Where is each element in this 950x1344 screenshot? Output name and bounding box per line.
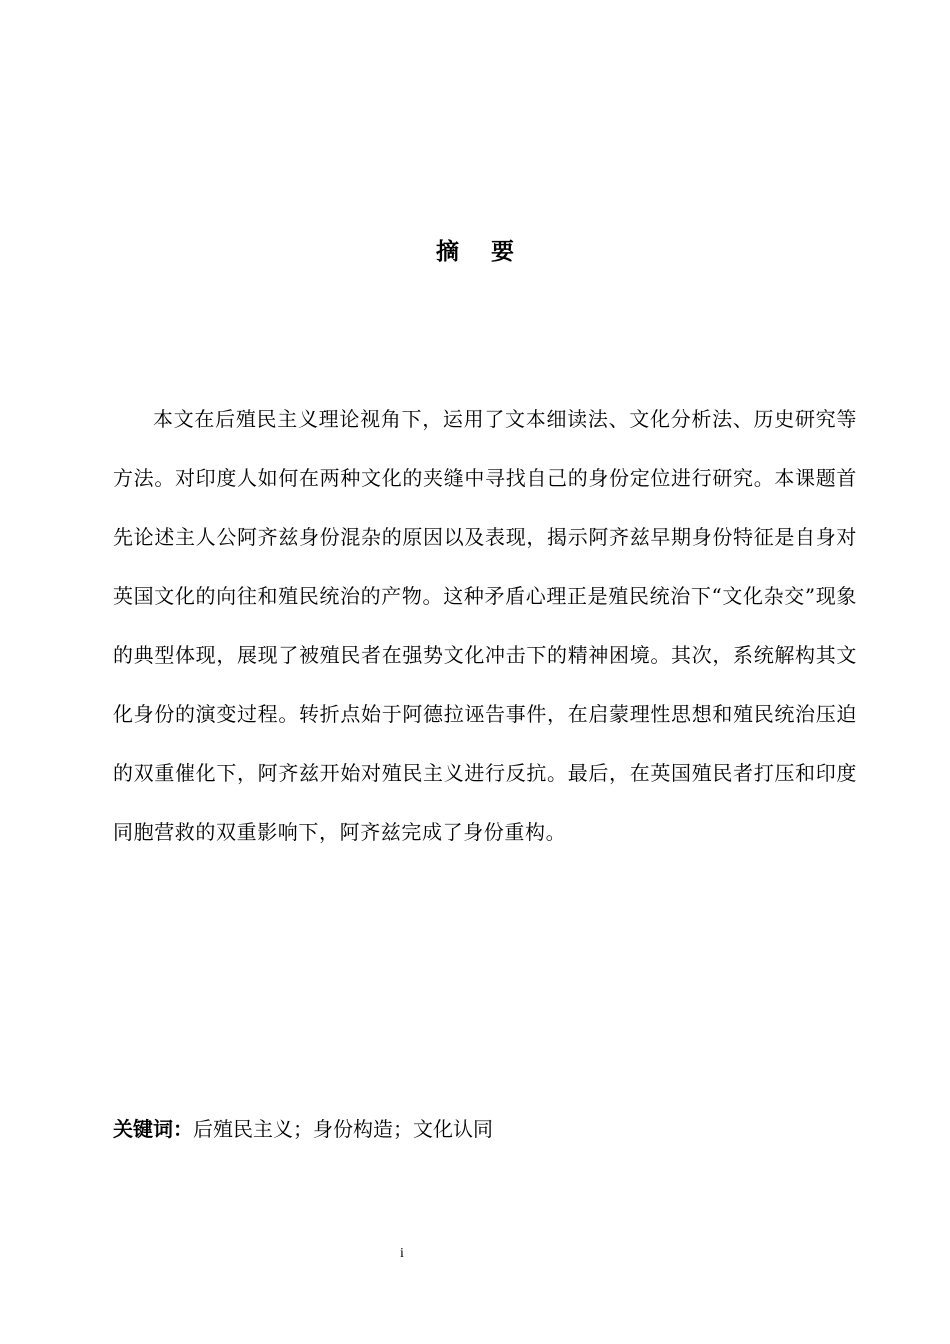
keywords-line — [113, 1111, 493, 1147]
keywords-label: 关键词： — [113, 1117, 193, 1141]
page-title: 摘 要 — [435, 239, 526, 265]
abstract-paragraph: 本文在后殖民主义理论视角下，运用了文本细读法、文化分析法、历史研究等方法。对印度人如何在两种文化的夹缝中寻找自己的身份定位进行研究。本课题首先论述主人公阿齐兹身份混杂的原因以及表现，揭示阿齐兹早期身份特征是自身对英国文化的向往和殖民统治的产物。这种矛盾心理正是殖民统治下“文化杂交”现象的典型体现，展现了被殖民者在强势文化冲击下的精神困境。其次，系统解构其文化身份的演变过程。转折点始于阿德拉诬告事件，在启蒙理性思想和殖民统治压迫的双重催化下，阿齐兹开始对殖民主义进行反抗。最后，在英国殖民者打压和印度同胞营救的双重影响下，阿齐兹完成了身份重构。 — [113, 407, 857, 844]
keywords-text: 后殖民主义；身份构造；文化认同 — [193, 1117, 493, 1141]
page-number: i — [400, 1246, 404, 1261]
